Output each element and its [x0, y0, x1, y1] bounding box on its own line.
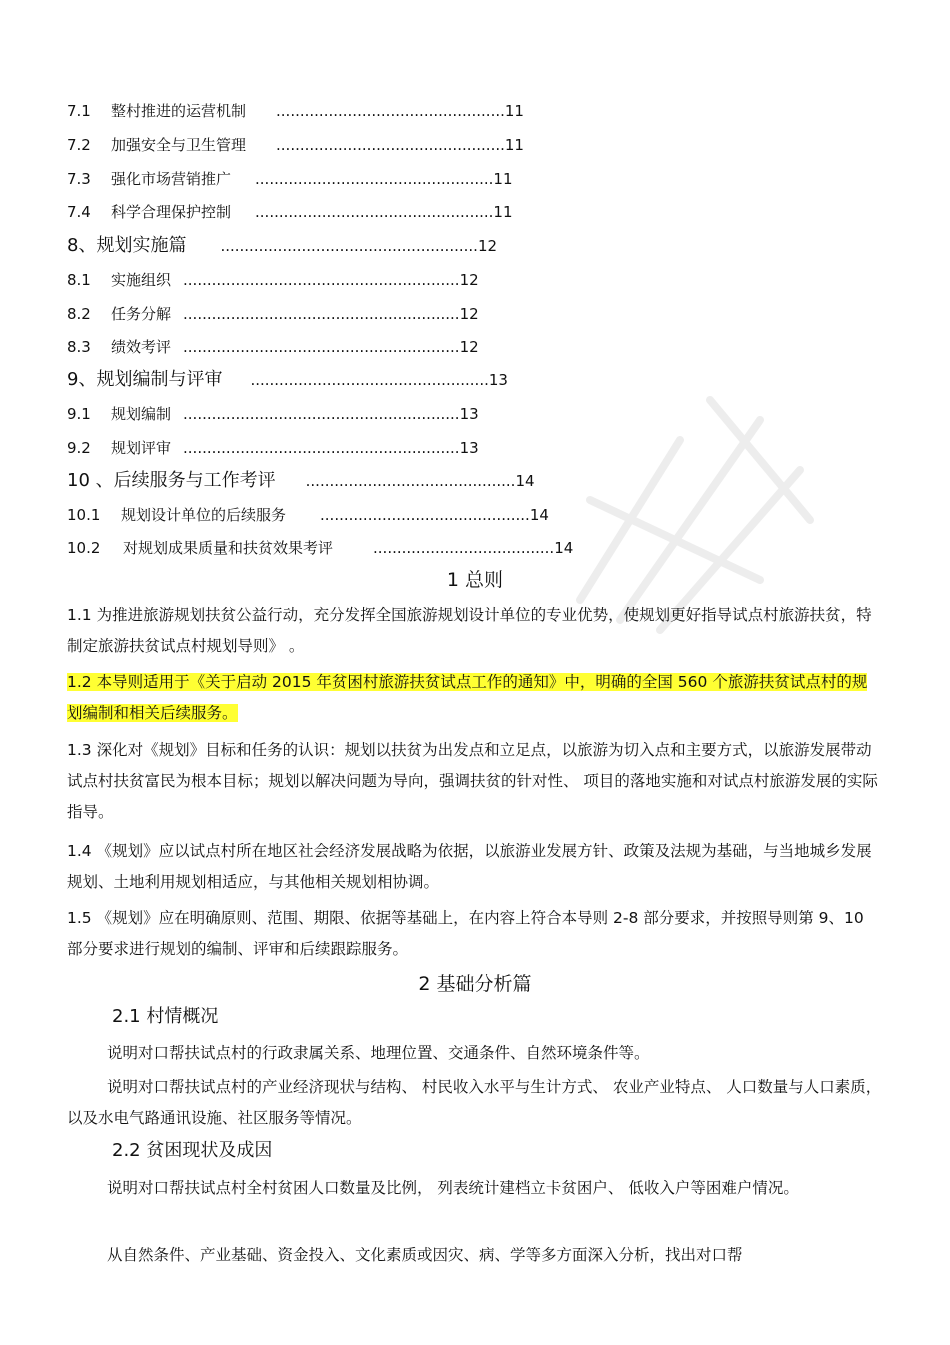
subsection-heading: 2.1 村情概况	[112, 1006, 219, 1027]
highlighted-text: 1.2 本导则适用于《关于启动 2015 年贫困村旅游扶贫试点工作的通知》中，明确的全国 560 个旅游扶贫试点村的规划编制和相关后续服务。	[67, 673, 868, 722]
toc-entry[interactable]: 9、规划编制与评审 ..................................................13	[67, 369, 508, 390]
paragraph-1-3: 1.3 深化对《规划》目标和任务的认识：规划以扶贫为出发点和立足点，以旅游为切入点和主要方式，以旅游发展带动试点村扶贫富民为根本目标；规划以解决问题为导向，强调扶贫的针对性、 项目的落地实施和对试点村旅游发展的实际指导。	[67, 741, 878, 821]
toc-entry[interactable]: 10 、后续服务与工作考评 ............................................14	[67, 470, 535, 491]
toc-entry[interactable]: 10.2 对规划成果质量和扶贫效果考评 ......................................14	[67, 539, 574, 557]
paragraph-2-2b: 从自然条件、产业基础、资金投入、文化素质或因灾、病、学等多方面深入分析，找出对口帮	[107, 1246, 743, 1264]
section-heading: 1 总则	[446, 569, 504, 591]
toc-entry[interactable]: 8.1 实施组织 ..........................................................12	[67, 271, 479, 289]
toc-entry[interactable]: 7.2 加强安全与卫生管理 ................................................11	[67, 136, 524, 154]
toc-entry[interactable]: 8、规划实施篇 ......................................................12	[67, 235, 498, 256]
section-heading: 2 基础分析篇	[418, 973, 532, 995]
paragraph-2-1a: 说明对口帮扶试点村的行政隶属关系、地理位置、交通条件、自然环境条件等。	[107, 1044, 650, 1062]
toc-entry[interactable]: 7.3 强化市场营销推广 ..................................................11	[67, 170, 513, 188]
paragraph-2-1b: 说明对口帮扶试点村的产业经济现状与结构、 村民收入水平与生计方式、 农业产业特点、 人口数量与人口素质，以及水电气路通讯设施、社区服务等情况。	[67, 1078, 882, 1127]
toc-entry[interactable]: 8.2 任务分解 ..........................................................12	[67, 305, 479, 323]
toc-entry[interactable]: 9.1 规划编制 ..........................................................13	[67, 405, 479, 423]
paragraph-1-1: 1.1 为推进旅游规划扶贫公益行动，充分发挥全国旅游规划设计单位的专业优势，使规划更好指导试点村旅游扶贫，特制定旅游扶贫试点村规划导则》 。	[67, 606, 872, 655]
paragraph-1-5: 1.5 《规划》应在明确原则、范围、期限、依据等基础上，在内容上符合本导则 2-8 部分要求，并按照导则第 9、10 部分要求进行规划的编制、评审和后续跟踪服务。	[67, 909, 864, 958]
toc-entry[interactable]: 10.1 规划设计单位的后续服务 ............................................14	[67, 506, 549, 524]
paragraph-2-2a: 说明对口帮扶试点村全村贫困人口数量及比例， 列表统计建档立卡贫困户、 低收入户等困难户情况。	[107, 1179, 799, 1197]
subsection-heading: 2.2 贫困现状及成因	[112, 1140, 273, 1161]
toc-entry[interactable]: 8.3 绩效考评 ..........................................................12	[67, 338, 479, 356]
toc-entry[interactable]: 7.4 科学合理保护控制 ..................................................11	[67, 203, 513, 221]
paragraph-1-2	[67, 667, 882, 729]
toc-entry[interactable]: 7.1 整村推进的运营机制 ................................................11	[67, 102, 524, 120]
toc-entry[interactable]: 9.2 规划评审 ..........................................................13	[67, 439, 479, 457]
paragraph-1-4: 1.4 《规划》应以试点村所在地区社会经济发展战略为依据，以旅游业发展方针、政策及法规为基础，与当地城乡发展规划、土地利用规划相适应，与其他相关规划相协调。	[67, 842, 872, 891]
